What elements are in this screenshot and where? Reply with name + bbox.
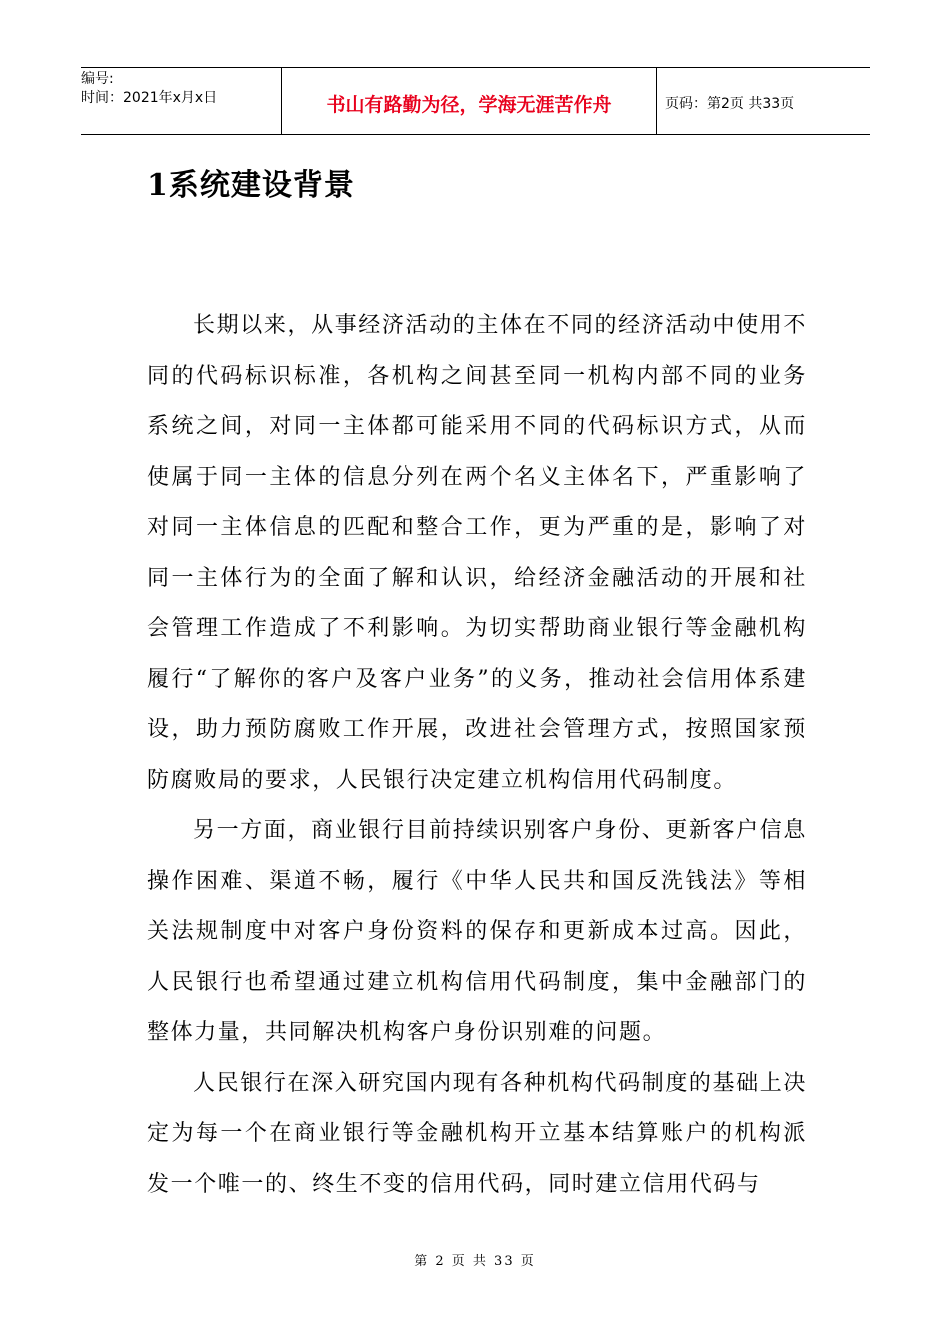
paragraph: 人民银行在深入研究国内现有各种机构代码制度的基础上决定为每一个在商业银行等金融机构开立基本结算账户的机构派发一个唯一的、终生不变的信用代码，同时建立信用代码与 — [147, 1070, 807, 1197]
section-title: 1系统建设背景 — [147, 168, 355, 203]
page-header — [81, 67, 870, 135]
document-body — [147, 301, 807, 1210]
document-number-label: 编号: — [81, 71, 114, 87]
header-page-info: 页码：第2页 共33页 — [665, 96, 795, 112]
header-meta — [81, 68, 282, 134]
header-motto: 书山有路勤为径，学海无涯苦作舟 — [282, 68, 657, 134]
paragraph: 另一方面，商业银行目前持续识别客户身份、更新客户信息操作困难、渠道不畅，履行《中华人民共和国反洗钱法》等相关法规制度中对客户身份资料的保存和更新成本过高。因此，人民银行也希望通过建立机构信用代码制度，集中金融部门的整体力量，共同解决机构客户身份识别难的问题。 — [147, 818, 807, 1045]
document-time-label: 时间：2021年x月x日 — [81, 90, 218, 106]
paragraph: 长期以来，从事经济活动的主体在不同的经济活动中使用不同的代码标识标准，各机构之间甚至同一机构内部不同的业务系统之间，对同一主体都可能采用不同的代码标识方式，从而使属于同一主体的信息分列在两个名义主体名下，严重影响了对同一主体信息的匹配和整合工作，更为严重的是，影响了对同一主体行为的全面了解和认识，给经济金融活动的开展和社会管理工作造成了不利影响。为切实帮助商业银行等金融机构履行“了解你的客户及客户业务”的义务，推动社会信用体系建设，助力预防腐败工作开展，改进社会管理方式，按照国家预防腐败局的要求，人民银行决定建立机构信用代码制度。 — [147, 313, 807, 793]
page-footer: 第 2 页 共 33 页 — [414, 1254, 536, 1269]
